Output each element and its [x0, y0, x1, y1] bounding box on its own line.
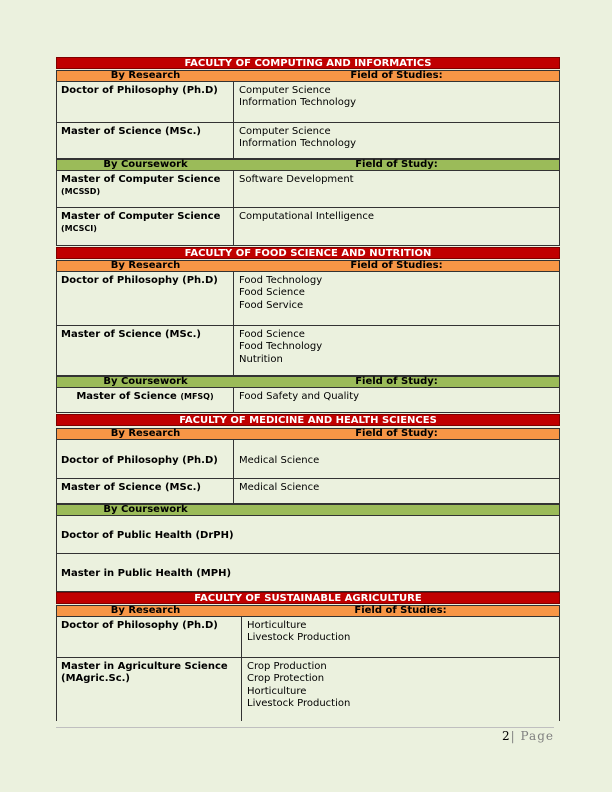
degree-abbr: (MCSCI): [61, 224, 97, 233]
header-label: By Research: [110, 605, 181, 616]
fields-cell: [242, 617, 559, 657]
header-label: Field of Studies:: [354, 605, 447, 616]
degree-cell: [57, 208, 234, 245]
header-label: By Research: [110, 428, 181, 439]
program-row: [56, 388, 560, 413]
field-item: Information Technology: [239, 138, 357, 150]
field-item: Nutrition: [239, 353, 283, 365]
header-label: By Research: [110, 260, 181, 271]
field-item: Livestock Production: [247, 698, 351, 710]
header-label: By Research: [110, 70, 181, 81]
field-item: Medical Science: [239, 482, 320, 493]
program-row: [56, 554, 560, 592]
header-label: Field of Study:: [355, 428, 438, 439]
page-label: | Page: [510, 729, 554, 743]
degree-cell: Doctor of Philosophy (Ph.D): [57, 617, 242, 657]
section-header-coursework: [56, 159, 560, 171]
program-row: [56, 479, 560, 504]
degree-cell: Master of Science (MSc.): [57, 123, 234, 158]
fields-cell: [234, 388, 559, 412]
degree-cell: Master in Public Health (MPH): [61, 568, 232, 579]
header-label: By Coursework: [103, 159, 188, 170]
field-item: Livestock Production: [247, 632, 351, 644]
header-label: Field of Study:: [355, 376, 438, 387]
degree-cell: Doctor of Public Health (DrPH): [61, 530, 234, 541]
header-label: Field of Study:: [355, 159, 438, 170]
degree-abbr: (MFSQ): [180, 392, 214, 401]
field-item: Computer Science: [239, 85, 331, 96]
degree-cell: Doctor of Philosophy (Ph.D): [57, 272, 234, 325]
field-item: Food Technology: [239, 275, 323, 286]
fields-cell: [234, 171, 559, 207]
degree-cell: Master of Science (MSc.): [57, 479, 234, 503]
degree-cell: [57, 388, 234, 412]
program-row: [56, 440, 560, 479]
faculty-header: FACULTY OF FOOD SCIENCE AND NUTRITION: [56, 247, 560, 259]
header-label: By Coursework: [103, 504, 188, 515]
fields-cell: [234, 440, 559, 478]
degree-name: Master of Computer Science: [61, 174, 221, 185]
program-row: [56, 272, 560, 326]
field-item: Computer Science: [239, 126, 331, 137]
faculty-header: FACULTY OF SUSTAINABLE AGRICULTURE: [56, 592, 560, 604]
page-footer: [502, 729, 554, 743]
footer-divider: [56, 727, 554, 728]
degree-name: Master of Computer Science: [61, 211, 221, 222]
degree-cell: [57, 171, 234, 207]
fields-cell: [234, 272, 559, 325]
section-header-research: [56, 428, 560, 440]
fields-cell: [242, 658, 559, 721]
field-item: Food Safety and Quality: [239, 391, 360, 402]
fields-cell: [234, 479, 559, 503]
field-item: Software Development: [239, 174, 354, 185]
field-item: Medical Science: [239, 455, 320, 466]
program-row: [56, 326, 560, 376]
section-header-research: [56, 605, 560, 617]
program-row: [56, 658, 560, 721]
program-row: [56, 516, 560, 554]
program-row: [56, 171, 560, 208]
faculty-header: FACULTY OF COMPUTING AND INFORMATICS: [56, 57, 560, 69]
section-header-coursework: [56, 376, 560, 388]
field-item: Food Science: [239, 287, 305, 299]
header-label: By Coursework: [103, 376, 188, 387]
field-item: Information Technology: [239, 97, 357, 109]
field-item: Crop Protection: [247, 673, 325, 685]
program-row: [56, 208, 560, 246]
degree-cell: Master in Agriculture Science (MAgric.Sc.): [57, 658, 242, 721]
header-label: Field of Studies:: [350, 260, 443, 271]
field-item: Food Service: [239, 299, 304, 311]
field-item: Crop Production: [247, 661, 327, 672]
page-number: 2: [502, 729, 511, 743]
faculty-header: FACULTY OF MEDICINE AND HEALTH SCIENCES: [56, 414, 560, 426]
fields-cell: [234, 208, 559, 245]
field-item: Food Science: [239, 329, 305, 340]
degree-cell: Doctor of Philosophy (Ph.D): [57, 82, 234, 122]
degree-cell: Master of Science (MSc.): [57, 326, 234, 375]
section-header-research: [56, 70, 560, 82]
program-row: [56, 617, 560, 658]
field-item: Horticulture: [247, 685, 307, 697]
section-header-research: [56, 260, 560, 272]
field-item: Computational Intelligence: [239, 211, 374, 222]
fields-cell: [234, 123, 559, 158]
header-label: Field of Studies:: [350, 70, 443, 81]
field-item: Horticulture: [247, 620, 307, 631]
section-header-coursework: [56, 504, 560, 516]
program-row: [56, 123, 560, 159]
degree-abbr: (MCSSD): [61, 187, 101, 196]
fields-cell: [234, 82, 559, 122]
fields-cell: [234, 326, 559, 375]
degree-cell: Doctor of Philosophy (Ph.D): [57, 440, 234, 478]
degree-name: Master of Science: [76, 391, 177, 402]
field-item: Food Technology: [239, 341, 323, 353]
program-row: [56, 82, 560, 123]
